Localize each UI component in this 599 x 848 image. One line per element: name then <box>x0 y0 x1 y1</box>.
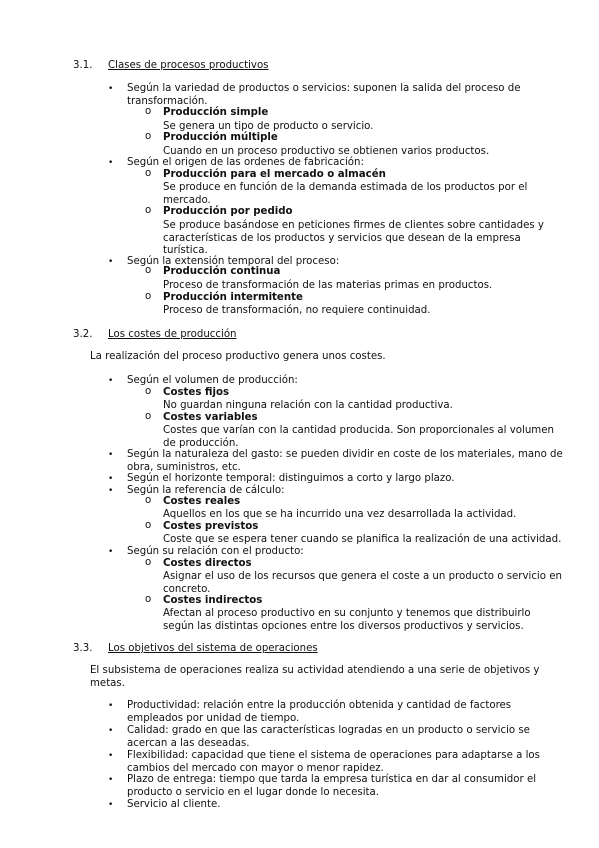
list-item <box>108 774 563 799</box>
sub-item <box>145 206 563 219</box>
sub-item <box>145 595 563 608</box>
section-title: Los objetivos del sistema de operaciones <box>108 643 318 654</box>
sub-item-title: Producción para el mercado o almacén <box>163 169 386 180</box>
list-item <box>108 750 563 775</box>
section-heading-3-1 <box>73 60 268 71</box>
list-item-text: Según el horizonte temporal: distinguimos a corto y largo plazo. <box>127 473 455 484</box>
list-item-text: Según la referencia de cálculo: <box>127 485 285 496</box>
sub-item-title: Producción intermitente <box>163 292 303 303</box>
bullet-icon: • <box>108 751 114 761</box>
bullet-icon: • <box>108 547 114 557</box>
sub-item <box>145 387 563 400</box>
sub-item <box>145 132 563 145</box>
list-item-text: Según la extensión temporal del proceso: <box>127 256 340 267</box>
sub-item <box>145 521 563 534</box>
sub-item-description: No guardan ninguna relación con la cantidad productiva. <box>163 400 453 411</box>
sub-item-description: Afectan al proceso productivo en su conjunto y tenemos que distribuirlo según las distintas opciones entre los diversos productivos y servicios. <box>163 608 531 632</box>
circle-bullet-icon: o <box>145 594 152 605</box>
list-item <box>108 83 563 108</box>
list-item-text: Según la variedad de productos o servicios: suponen la salida del proceso de transformación. <box>127 83 521 107</box>
section-heading-3-3 <box>73 643 318 654</box>
paragraph: El subsistema de operaciones realiza su actividad atendiendo a una serie de objetivos y metas. <box>90 665 540 689</box>
sub-item-description: Proceso de transformación de las materias primas en productos. <box>163 280 493 291</box>
sub-item-title: Costes directos <box>163 558 252 569</box>
sub-item-description: Proceso de transformación, no requiere continuidad. <box>163 305 431 316</box>
sub-item <box>145 169 563 182</box>
section-number: 3.1. <box>73 60 93 71</box>
sub-item-description: Coste que se espera tener cuando se planifica la realización de una actividad. <box>163 534 562 545</box>
sub-item-title: Producción por pedido <box>163 206 293 217</box>
list-item <box>108 546 563 559</box>
sub-item <box>145 558 563 571</box>
sub-item-title: Producción simple <box>163 107 269 118</box>
sub-item <box>145 292 563 305</box>
sub-item <box>145 107 563 120</box>
bullet-icon: • <box>108 257 114 267</box>
bullet-icon: • <box>108 726 114 736</box>
section-number: 3.3. <box>73 643 93 654</box>
bullet-icon: • <box>108 775 114 785</box>
list-item <box>108 375 563 388</box>
sub-item-title: Costes variables <box>163 412 258 423</box>
sub-item-title: Costes previstos <box>163 521 259 532</box>
circle-bullet-icon: o <box>145 495 152 506</box>
sub-item-description: Asignar el uso de los recursos que genera el coste a un producto o servicio en concreto. <box>163 571 562 595</box>
list-item <box>108 725 563 750</box>
circle-bullet-icon: o <box>145 520 152 531</box>
section-title: Los costes de producción <box>108 329 237 340</box>
list-item <box>108 700 563 725</box>
list-item-text: Servicio al cliente. <box>127 799 221 810</box>
list-item-text: Según el volumen de producción: <box>127 375 298 386</box>
bullet-icon: • <box>108 486 114 496</box>
circle-bullet-icon: o <box>145 131 152 142</box>
list-item <box>108 799 563 812</box>
circle-bullet-icon: o <box>145 411 152 422</box>
sub-item-description: Cuando en un proceso productivo se obtienen varios productos. <box>163 146 490 157</box>
sub-item-title: Costes reales <box>163 496 241 507</box>
bullet-icon: • <box>108 450 114 460</box>
circle-bullet-icon: o <box>145 265 152 276</box>
list-item-text: Según la naturaleza del gasto: se pueden dividir en coste de los materiales, mano de obra, suministros, etc. <box>127 449 563 473</box>
circle-bullet-icon: o <box>145 291 152 302</box>
sub-item-title: Producción continua <box>163 266 281 277</box>
bullet-icon: • <box>108 376 114 386</box>
list-item-text: Según el origen de las ordenes de fabricación: <box>127 157 364 168</box>
list-item-text: Calidad: grado en que las características logradas en un producto o servicio se acercan a las deseadas. <box>127 725 530 749</box>
circle-bullet-icon: o <box>145 205 152 216</box>
list-item <box>108 473 563 486</box>
section-title: Clases de procesos productivos <box>108 60 269 71</box>
list-item-text: Según su relación con el producto: <box>127 546 304 557</box>
sub-item <box>145 412 563 425</box>
section-heading-3-2 <box>73 329 237 340</box>
sub-item-title: Costes fijos <box>163 387 230 398</box>
bullet-icon: • <box>108 474 114 484</box>
circle-bullet-icon: o <box>145 106 152 117</box>
sub-item-description: Aquellos en los que se ha incurrido una vez desarrollada la actividad. <box>163 509 517 520</box>
circle-bullet-icon: o <box>145 386 152 397</box>
circle-bullet-icon: o <box>145 168 152 179</box>
sub-item <box>145 496 563 509</box>
bullet-icon: • <box>108 701 114 711</box>
list-item <box>108 449 563 474</box>
sub-item-description: Se produce en función de la demanda estimada de los productos por el mercado. <box>163 182 528 206</box>
section-number: 3.2. <box>73 329 93 340</box>
paragraph: La realización del proceso productivo genera unos costes. <box>90 351 386 362</box>
sub-item <box>145 266 563 279</box>
circle-bullet-icon: o <box>145 557 152 568</box>
bullet-icon: • <box>108 84 114 94</box>
bullet-icon: • <box>108 800 114 810</box>
sub-item-title: Producción múltiple <box>163 132 278 143</box>
sub-item-description: Se produce basándose en peticiones firmes de clientes sobre cantidades y características de los productos y servicios que desean de la empresa turística. <box>163 220 544 256</box>
list-item-text: Plazo de entrega: tiempo que tarda la empresa turística en dar al consumidor el producto o servicio en el lugar donde lo necesita. <box>127 774 537 798</box>
sub-item-description: Se genera un tipo de producto o servicio. <box>163 121 374 132</box>
sub-item-title: Costes indirectos <box>163 595 263 606</box>
sub-item-description: Costes que varían con la cantidad producida. Son proporcionales al volumen de producción. <box>163 425 554 449</box>
list-item <box>108 157 563 170</box>
list-item-text: Productividad: relación entre la producción obtenida y cantidad de factores empleados por unidad de tiempo. <box>127 700 512 724</box>
list-item-text: Flexibilidad: capacidad que tiene el sistema de operaciones para adaptarse a los cambios del mercado con mayor o menor rapidez. <box>127 750 540 774</box>
bullet-icon: • <box>108 158 114 168</box>
